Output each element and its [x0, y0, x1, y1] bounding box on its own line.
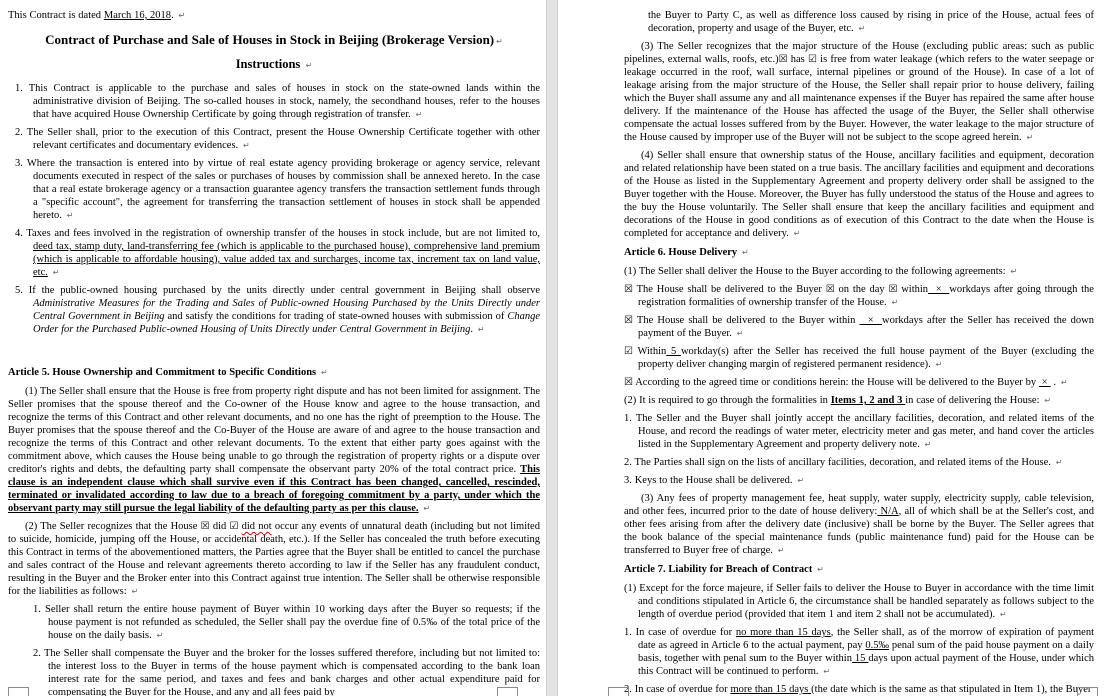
- page-1-text-column: [8, 4, 540, 696]
- checkbox-crossed-icon[interactable]: ☒: [778, 54, 788, 65]
- instruction-item-1: [8, 82, 540, 121]
- text-run: 15: [851, 653, 869, 664]
- paragraph-mark-icon: ↵: [131, 587, 139, 596]
- checkbox-crossed-icon[interactable]: ☒: [624, 284, 633, 295]
- text-run: on the day: [834, 284, 889, 295]
- page-2[interactable]: [558, 0, 1107, 696]
- text-run: 2. In case of overdue for: [624, 684, 731, 695]
- contract-date-line: [8, 9, 540, 22]
- paragraph-mark-icon: ↵: [777, 546, 785, 555]
- text-run: (2) It is required to go through the formalities in: [624, 395, 831, 406]
- text-run: workdays after going through the registration formalities of ownership transfer of the House.: [638, 284, 1094, 308]
- paragraph-mark-icon: ↵: [156, 631, 164, 640]
- text-run: 1. The Seller and the Buyer shall jointly accept the ancillary facilities, decoration, and related items of the House, and record the readings of water meter, electricity meter and gas meter, and hand cover the articles listed in the Supplementary Agreement and property delivery note.: [624, 413, 1094, 450]
- text-run: 0.5‰: [865, 640, 889, 651]
- text-run: [48, 267, 51, 278]
- paragraph-mark-icon: ↵: [52, 268, 60, 277]
- text-run: ×: [928, 284, 950, 295]
- paragraph-mark-icon: ↵: [891, 298, 899, 307]
- text-run: Within: [632, 346, 667, 357]
- text-run: days upon actual payment of the House, under which this Contract will be continued to perform.: [638, 653, 1094, 677]
- text-run: is free from water leakage (which refers to the water seepage or leakage occurred in the roof, wall surface, internal pipelines or ground of the House). In case of a lot of leakage arising from the major structure of the House, the Seller shall repair prior to house delivery, failing which the Buyer shall assume any and all maintenance expenses if the Buyer has repaired the same after house delivery. If the maintenance of the House has affected the usage of the Buyer, the Seller shall otherwise compensate the actual losses suffered from by the Buyer. However, the water leakage to the major structure of the House caused by improper use of the Buyer will not be subject to the scope agreed herein.: [624, 54, 1094, 143]
- paragraph-mark-icon: ↵: [823, 667, 831, 676]
- text-boundary-mark: [8, 687, 29, 696]
- document-title: [8, 31, 540, 50]
- paragraph-mark-icon: ↵: [793, 229, 801, 238]
- checkbox-crossed-icon[interactable]: ☒: [888, 284, 898, 295]
- article-6-heading: [624, 246, 1094, 259]
- text-run: no more than 15 days: [735, 627, 831, 638]
- text-boundary-mark: [1077, 687, 1098, 696]
- text-run: The House shall be delivered to the Buyer: [632, 284, 826, 295]
- text-run: in case of delivering the House:: [905, 395, 1043, 406]
- text-run: This Contract is dated: [8, 10, 104, 21]
- text-run: workday(s) after the Seller has received the full house payment of the Buyer (excluding the property deliver changing margin of registered permanent residence).: [638, 346, 1094, 370]
- text-run: 5: [666, 346, 681, 357]
- text-run: (2) The Seller recognizes that the House: [25, 521, 201, 532]
- text-boundary-mark: [497, 687, 518, 696]
- text-run: the Buyer to Party C, as well as difference loss caused by rising in price of the House, actual fees of decoration, property and usage of the Buyer, etc.: [648, 10, 1094, 34]
- paragraph-mark-icon: ↵: [858, 24, 866, 33]
- text-run: has: [787, 54, 808, 65]
- article-5-clause-2: [8, 520, 540, 598]
- article-5-clause-1: [8, 385, 540, 515]
- text-run: This clause is an independent clause which shall survive even if this Contract has been changed, cancelled, rescinded, terminated or invalidated according to law due to a breach of foregoing commitment by a party, under which the observant party may still pursue the legal liability of the defaulting party as per this clause.: [8, 464, 540, 514]
- checkbox-crossed-icon[interactable]: ☒: [200, 521, 210, 532]
- text-run: (3) Any fees of property management fee, heat supply, water supply, electricity supply, cable television, and other fees, incurred prior to the date of house delivery:: [624, 493, 1094, 517]
- text-run: 3. Keys to the House shall be delivered.: [624, 475, 796, 486]
- text-run: more than 15 days: [730, 684, 812, 695]
- text-run: ×: [859, 315, 882, 326]
- text-run: (1) Except for the force majeure, if Seller fails to deliver the House to Buyer in accordance with the time limit and conditions stipulated in Article 6, the circumstance shall be handled separately as follows subject to the length of overdue period (provided that item 1 and item 2 shall not be accumulated).: [624, 583, 1094, 620]
- text-run: .: [171, 10, 177, 21]
- text-run: Change Order for the Purchased Public-owned Housing of Units Directly under Central Government in Beijing: [33, 311, 540, 335]
- paragraph-mark-icon: ↵: [415, 110, 423, 119]
- paragraph-mark-icon: ↵: [797, 476, 805, 485]
- text-run: (4) Seller shall ensure that ownership status of the House, ancillary facilities and equipment, decoration and related relationship have been stated on a true basis. The ancillary facilities and equipment and decorations of the House as listed in the Supplementary Agreement and property delivery order shall be assigned to the Buyer together with the House. Moreover, the Buyer has fully understood the status of the House and agrees to the buy the House voluntarily. The Seller shall ensure that keep the ancillary facilities and equipment and decorations of the House in good conditions as of execution of this Contract to the date when the House is completed for acceptance and delivery.: [624, 150, 1094, 239]
- text-run: 1. In case of overdue for: [624, 627, 736, 638]
- text-run: [419, 503, 422, 514]
- text-run: ×: [1038, 377, 1051, 388]
- paragraph-mark-icon: ↵: [305, 61, 313, 70]
- page-gap-divider: [546, 0, 558, 696]
- article-7-clause-1: [624, 582, 1094, 621]
- instruction-item-4: [8, 227, 540, 279]
- text-run: .: [470, 324, 476, 335]
- text-run: March 16, 2018: [103, 10, 172, 21]
- checkbox-checked-icon[interactable]: ☑: [229, 521, 239, 532]
- paragraph-mark-icon: ↵: [1010, 267, 1018, 276]
- article-6-option-2: [624, 314, 1094, 340]
- checkbox-crossed-icon[interactable]: ☒: [624, 377, 633, 388]
- text-run: 1. This Contract is applicable to the purchase and sales of houses in stock on the state-owned lands within the administrative division of Beijing. The so-called houses in stock, namely, the secondhand houses, refer to the houses that have acquired House Ownership Certificate by going through registration of transfer.: [15, 83, 540, 120]
- text-run: did not: [241, 521, 272, 532]
- text-run: and satisfy the conditions for trading of state-owned houses with submission of: [164, 311, 508, 322]
- article-6-formality-3: [624, 474, 1094, 487]
- article-6-option-3: [624, 345, 1094, 371]
- article-5-liability-item-2-continued: [624, 9, 1094, 35]
- paragraph-mark-icon: ↵: [736, 329, 744, 338]
- article-5-liability-item-1: [8, 603, 540, 642]
- text-run: N/A: [877, 506, 899, 517]
- article-6-formality-2: [624, 456, 1094, 469]
- text-run: Article 7. Liability for Breach of Contract: [624, 564, 816, 575]
- page-2-text-column: [624, 4, 1094, 696]
- article-5-clause-3: [624, 40, 1094, 144]
- checkbox-checked-icon[interactable]: ☑: [807, 54, 817, 65]
- checkbox-crossed-icon[interactable]: ☒: [624, 315, 633, 326]
- text-run: 2. The Parties shall sign on the lists of ancillary facilities, decoration, and related items of the House.: [624, 457, 1054, 468]
- text-run: did: [209, 521, 230, 532]
- paragraph-mark-icon: ↵: [320, 368, 328, 377]
- paragraph-mark-icon: ↵: [935, 360, 943, 369]
- text-run: According to the agreed time or conditions herein: the House will be delivered to the Buyer by: [632, 377, 1039, 388]
- paragraph-mark-icon: ↵: [477, 325, 485, 334]
- article-7-item-2: [624, 683, 1094, 696]
- text-run: 2. The Seller shall compensate the Buyer and the broker for the losses suffered therefore, including but not limited to: the interest loss to the Buyer in terms of the house payment which is compensated according to the bank loan interest rate for the same period, and taxes and fees and bank charges and other actual expenditure paid for compensating the Buyer for the House, and any and all fees paid by: [33, 648, 540, 696]
- article-7-heading: [624, 563, 1094, 576]
- text-run: deed tax, stamp duty, land-transferring fee (which is applicable to the purchased house), comprehensive land premium (which is applicable to affordable housing), value added tax and surcharges, income tax, increment tax on land value, etc.: [33, 241, 540, 278]
- paragraph-mark-icon: ↵: [924, 440, 932, 449]
- paragraph-mark-icon: ↵: [423, 504, 431, 513]
- text-run: Administrative Measures for the Trading and Sales of Public-owned Housing Purchased by the Units Directly under Central Government in Beijing: [33, 298, 540, 322]
- text-run: workdays after the Seller has received the down payment of the Buyer.: [638, 315, 1094, 339]
- text-run: 4. Taxes and fees involved in the registration of ownership transfer of the houses in stock include, but are not limited to,: [15, 228, 540, 239]
- text-run: 2. The Seller shall, prior to the execution of this Contract, present the House Ownership Certificate together with other relevant certificates and documentary evidences.: [15, 127, 540, 151]
- page-1[interactable]: [0, 0, 546, 696]
- text-run: Article 5. House Ownership and Commitment to Specific Conditions: [8, 367, 319, 378]
- paragraph-mark-icon: ↵: [66, 211, 74, 220]
- paragraph-mark-icon: ↵: [178, 11, 186, 20]
- article-6-clause-2: [624, 394, 1094, 407]
- article-7-item-1: [624, 626, 1094, 678]
- checkbox-crossed-icon[interactable]: ☒: [825, 284, 835, 295]
- text-boundary-mark: [608, 687, 629, 696]
- instruction-item-2: [8, 126, 540, 152]
- instruction-item-3: [8, 157, 540, 222]
- paragraph-mark-icon: ↵: [817, 565, 824, 574]
- text-run: The House shall be delivered to the Buyer within: [632, 315, 860, 326]
- paragraph-mark-icon: ↵: [1026, 133, 1034, 142]
- article-6-clause-3: [624, 492, 1094, 557]
- text-run: within: [897, 284, 929, 295]
- text-run: 5. If the public-owned housing purchased by the units directly under central government in Beijing shall observe: [15, 285, 540, 296]
- article-6-clause-1: [624, 265, 1094, 278]
- text-run: 1. Seller shall return the entire house payment of Buyer within 10 working days after the Buyer so requests; if the house payment is not refunded as scheduled, the Seller shall pay the overdue fine of 0.5‰ of the total price of the house on the daily basis.: [33, 604, 540, 641]
- article-5-heading: [8, 366, 540, 379]
- article-5-liability-item-2: [8, 647, 540, 696]
- text-run: (3) The Seller recognizes that the major structure of the House (excluding public areas: such as public pipelines, external walls, roofs, etc.): [624, 41, 1094, 65]
- paragraph-mark-icon: ↵: [1044, 396, 1052, 405]
- text-run: Items 1, 2 and 3: [830, 395, 906, 406]
- text-run: (the date which is the same as that stipulated in Item 1), the Buyer: [811, 684, 1092, 695]
- text-run: penal sum of the paid house payment on a daily basis, together with penal sum to the Buyer within: [638, 640, 1095, 664]
- instruction-item-5: [8, 284, 540, 336]
- instructions-heading: [8, 56, 540, 74]
- text-run: (1) The Seller shall deliver the House to the Buyer according to the following agreements:: [624, 266, 1009, 277]
- text-run: Contract of Purchase and Sale of Houses in Stock in Beijing (Brokerage Version): [45, 32, 495, 47]
- article-6-option-4: [624, 376, 1094, 389]
- text-run: Instructions: [235, 57, 304, 71]
- text-run: , all of which shall be at the Seller's cost, and other fees arising from after the delivery date (inclusive) shall be borne by the Buyer. The Seller agrees that the book balance of the special maintenance funds (public maintenance fund) paid for the House can be transferred to Buyer free of charge.: [624, 506, 1095, 556]
- text-run: , the Seller shall, as of the morrow of expiration of payment date as agreed in Article 6 to the actual payment, pay: [638, 627, 1094, 651]
- paragraph-mark-icon: ↵: [1055, 458, 1063, 467]
- paragraph-mark-icon: ↵: [741, 248, 749, 257]
- text-run: Article 6. House Delivery: [624, 247, 740, 258]
- paragraph-mark-icon: ↵: [999, 610, 1007, 619]
- text-run: (1) The Seller shall ensure that the House is free from property right dispute and has not been limited for assignment. The Seller promises that the spouse thereof and the Co-owner of the House know and agree to the house transaction, and recognize the terms of this Contract and other relevant documents, and no one has the right of preemption to the House. The Buyer promises that the spouse thereof and the Co-Buyer of the House are aware of and agree to the house transaction and recognize the terms of this Contract and other relevant documents. To the extent that either party goes against with the commitment above, which causes the House being unable to go through the registration of property rights or a dispute over creditor's rights and debts, the defaulting party shall compensate the observant party 20% of the total contract price.: [8, 386, 540, 475]
- text-run: 3. Where the transaction is entered into by virtue of real estate agency providing brokerage or agency service, relevant documents executed in respect of the sales or purchases of houses by commission shall be annexed hereto. In the case that a real estate brokerage agency or a transaction guarantee agency transfers the transaction settlement funds through a "specific account", the agreement for transferring the transaction settlement of houses in stock shall be appended hereto.: [15, 158, 540, 221]
- paragraph-mark-icon: ↵: [1060, 378, 1068, 387]
- paragraph-mark-icon: ↵: [496, 37, 503, 46]
- text-run: occur any events of unnatural death (including but not limited to suicide, homicide, jumping off the House, or accidental death, etc.). If the Seller has concealed the truth before executing this Contract in terms of the abovementioned matters, the Parties agree that the Buyer shall be entitled to cancel the purchase and sales contract of the House and relevant agreements thereto according to law if the Seller has any fraudulent conduct, resulting in the Buyer and the Broker enter into this Contract against true intention. The Seller shall be otherwise responsible for the liabilities as follows:: [8, 521, 540, 597]
- checkbox-checked-icon[interactable]: ☑: [624, 346, 633, 357]
- article-6-formality-1: [624, 412, 1094, 451]
- article-5-clause-4: [624, 149, 1094, 240]
- paragraph-mark-icon: ↵: [242, 141, 250, 150]
- text-run: .: [1050, 377, 1059, 388]
- article-6-option-1: [624, 283, 1094, 309]
